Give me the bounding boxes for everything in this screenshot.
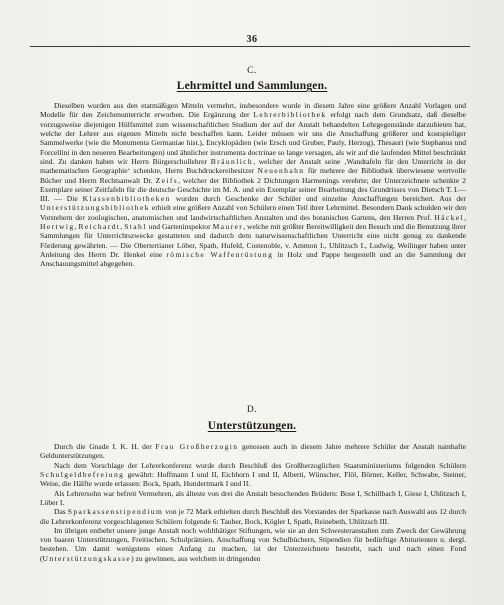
emphasized-text: Maurer [212, 222, 244, 232]
text-segment: in Holz und Pappe hergestellt und an die Sammlung der Anschauungsmittel abgegeben. [40, 250, 466, 269]
text-segment: für mehrere der Bibliothek überwiesene wertvolle Bücher und Herrn Rechtsanwalt Dr. [40, 166, 466, 185]
section-c-title: Lehrmittel und Sammlungen. [176, 80, 328, 92]
emphasized-text: Klassenbibliotheken [82, 194, 171, 204]
section-d-title: Unterstützungen. [207, 420, 297, 432]
text-segment: ) zu gewinnen, aus welchem in dringenden [131, 553, 261, 563]
paragraph [40, 461, 466, 489]
text-segment: gewährt: Hoffmann I und II, Eichhorn I und II, Alberti, Wünscher, Flöl, Börner, Keller, Schwabe, Steiner, Weise, die Hälfte wurde erlassen: Bock, Spath, Hundertmark I und II. [40, 469, 466, 489]
emphasized-text: Lehrerbibliothek [253, 110, 327, 120]
paragraph [40, 489, 466, 508]
paragraph [40, 526, 466, 563]
text-segment: , welcher der Anstalt seine ‚Wandtafeln für den Unterricht in der mathematischen Geographie‘ schenkte, Herrn Buchdruckereibesitzer [40, 156, 466, 176]
emphasized-text: Zeifs [155, 175, 179, 185]
emphasized-text: Häckel [434, 212, 465, 222]
section-c-letter: C. [247, 66, 257, 76]
page-number: 36 [246, 34, 258, 45]
text-segment: erfolgt nach dem Grundsatz, daß dieselbe vorzugsweise diejenigen Hülfsmittel zum wissenschaftlichen Studium der auf der Anstalt behandelten Lehrgegenstände darzubieten hat, welche der Lehrer aus eigenen Mitteln nicht beschaffen kann. Leider müssen wir uns die Anschaffung größerer und kostspieliger Sammelwerke (wie die Monumenta Germaniae hist.), Encyklopädien (wie Ersch und Gruber, Pauly, Herzog), Thesauri (wie Stephanus und Forcellini in den neueren Bearbeitungen) und ähnlicher instrumenta doctrinae so lange versagen, als wir auf die laufenden Mittel beschränkt sind. Zu danken haben wir Herrn Bürgerschullehrer [40, 110, 466, 166]
header-rule [30, 46, 470, 47]
text-segment: , [120, 222, 125, 232]
text-segment: Nach dem Vorschlage der Lehrerkonferenz wurde durch Beschluß des Großherzoglichen Staatsministeriums folgenden Schülern [54, 460, 466, 470]
emphasized-text: Sparkassenstipendium [67, 507, 164, 517]
emphasized-text: Hertwig [40, 222, 75, 232]
paragraph [40, 442, 466, 461]
emphasized-text: Reichardt [78, 222, 121, 232]
emphasized-text: Frau Großherzogin [155, 442, 239, 451]
section-d-body [40, 442, 466, 563]
emphasized-text: Schulgeldbefreiung [40, 469, 125, 479]
text-segment: erhielt eine größere Anzahl von Schülern einen Teil ihrer Lehrmittel. Besondern Dank schulden wir den Vorstehern der zoologischen, anatomischen und landwirtschaftlichen Anstalten und des botanischen Gartens, den Herren Prof. [40, 203, 466, 222]
paragraph [40, 101, 466, 269]
text-segment: Als Lehrersohn war befreit Vermehren, als älteste von drei die Anstalt besuchenden Brüdern: Bose I, Schillbach I, Giese I, Uhlitzsch I, Löber I. [40, 488, 466, 507]
text-segment: Dieselben wurden aus den etatmäßigen Mitteln vermehrt, insbesondere wurde in diesem Jahre eine größere Anzahl Vorlagen und Modelle für den Zeichenunterricht erworben. Die Ergänzung der [40, 101, 466, 120]
emphasized-text: römische Waffenrüstung [166, 250, 274, 259]
paragraph [40, 507, 466, 526]
text-segment: Das [54, 507, 68, 517]
text-segment: , welcher der Bibliothek 2 Dichtungen Harmenings verehrte; der Unterzeichnete schenkte 2 Exemplare seiner Zeitfafeln für die deutsche Geschichte im M. A. und ein Exemplar seiner Bearbeitung des Grundrisses von Dietsch T. I.—III. — Die [40, 175, 466, 204]
emphasized-text: Unterstützungskasse [42, 553, 132, 563]
text-segment: , [74, 222, 79, 232]
emphasized-text: Neuenhahn [257, 166, 305, 176]
emphasized-text: Bräunlich [210, 156, 254, 166]
text-segment: , welche mit größter Bereitwilligkeit den Besuch und die Benutzung ihrer Sammlungen für Unterrichtszwecke gestatteten und dadurch dem naturwissenschaftlichen Unterricht eine nicht genug zu dankende Förderung gewährten. — Die Obertertianer Löber, Spath, Hufeld, Costenoble, v. Ammon I., Uhlitzsch I., Ludwig, Weilinger haben unter Anleitung des Herrn Dr. Henkel eine [40, 222, 466, 259]
text-segment: von je 72 Mark erhielten durch Beschluß des Vorstandes der Sparkasse nach Auswahl aus 12 durch die Lehrerkonferenz vorgeschlagenen Schülern folgende 6: Tauber, Bock, Kögler I, Spath, Reinebeth, Uhlitzsch III. [40, 507, 466, 526]
text-segment: Im übrigen entbehrt unsere junge Anstalt noch wohlthätiger Stiftungen, wie sie an den Schwesteranstalten zum Zweck der Gewährung von baaren Unterstützungen, Freitischen, Schulprämien, Anschaffung von Schulbüchern, Stipendien für bedürftige Abiturienten u. dergl. bestehen. Um damit wenigstens einen Anfang zu machen, ist der Unterzeichnete bestrebt, nach und nach einen Fond ( [40, 525, 466, 563]
text-segment: wurden durch Geschenke der Schüler und einzelne Anschaffungen bereichert. Aus der [170, 194, 466, 204]
section-c-body [40, 101, 466, 269]
text-segment: , [464, 212, 466, 222]
text-segment: genossen auch in diesem Jahre mehrere Schüler der Anstalt namhafte Geldunterstützungen. [40, 442, 466, 461]
emphasized-text: Stahl [124, 222, 147, 232]
section-d-letter: D. [246, 405, 258, 415]
emphasized-text: Unterstützungsbibliothek [40, 203, 150, 213]
text-segment: und Garteninspektor [146, 222, 213, 232]
text-segment: Durch die Gnade I. K. H. der [54, 442, 156, 451]
